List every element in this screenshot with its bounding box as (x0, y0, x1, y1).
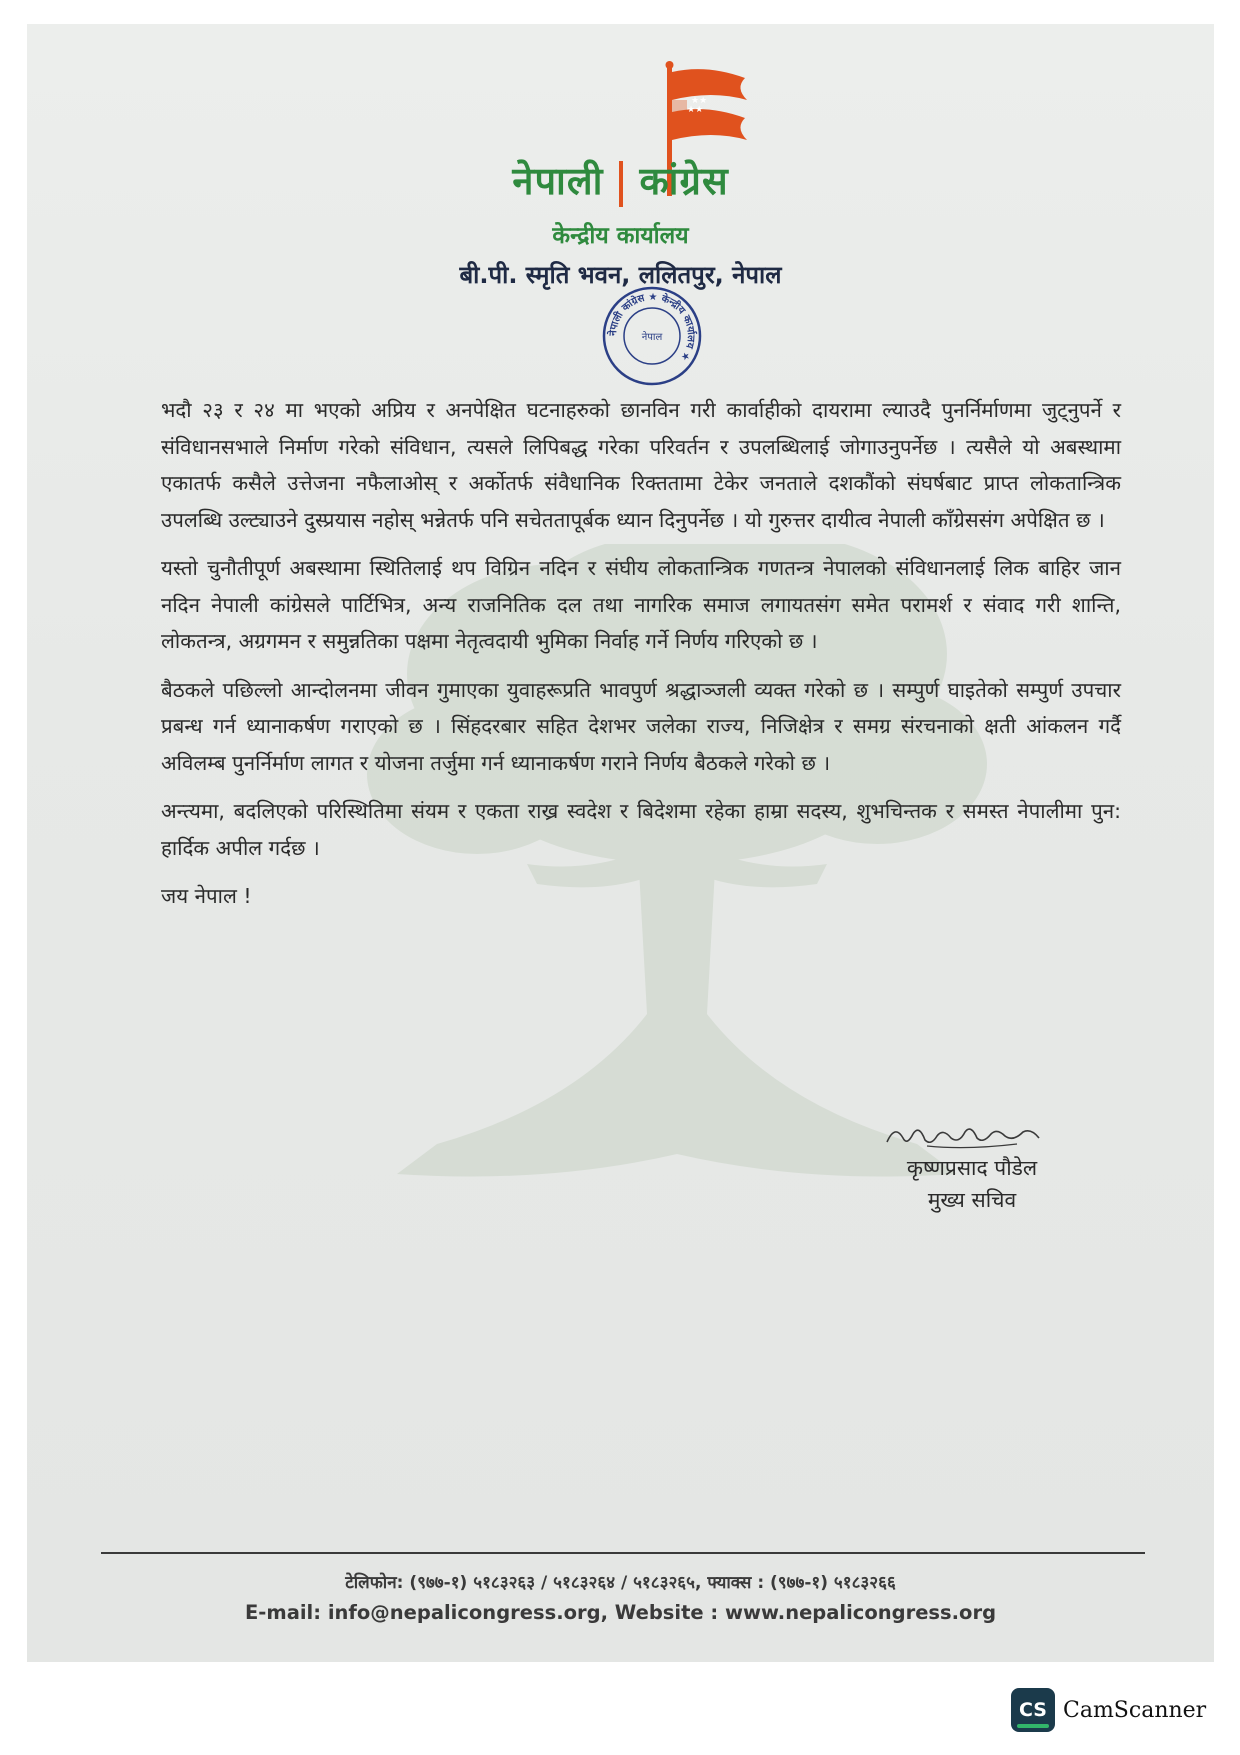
svg-text:नेपाली कांग्रेस ★ केन्द्रीय का: नेपाली कांग्रेस ★ केन्द्रीय कार्यालय ★ (607, 291, 697, 363)
office-title: केन्द्रीय कार्यालय (552, 223, 689, 249)
signatory-block (867, 1152, 1077, 1216)
paragraph-2: यस्तो चुनौतीपूर्ण अबस्थामा स्थितिलाई थप विग्रिन नदिन र संघीय लोकतान्त्रिक गणतन्त्र नेपालको संविधानलाई लिक बाहिर जान नदिन नेपाली कांग्रेसले पार्टिभित्र, अन्य राजनितिक दल तथा नागरिक समाज लगायतसंग समेत परामर्श र संवाद गरी शान्ति, लोकतन्त्र, अग्रगमन र समुन्नतिका पक्षमा नेतृत्वदायी भुमिका निर्वाह गर्ने निर्णय गरिएको छ । (161, 556, 1121, 653)
paragraph-4: अन्त्यमा, बदलिएको परिस्थितिमा संयम र एकता राख्र स्वदेश र बिदेशमा रहेका हाम्रा सदस्य, शुभचिन्तक र समस्त नेपालीमा पुन: हार्दिक अपील गर्दछ । (161, 799, 1121, 860)
flag-pole-divider (619, 161, 623, 207)
svg-text:★★: ★★ (687, 105, 704, 115)
camscanner-watermark (1011, 1688, 1206, 1732)
footer-phone: टेलिफोन: (९७७-१) ५१८३२६३ / ५१८३२६४ / ५१८३२६५, फ्याक्स : (९७७-१) ५१८३२६६ (345, 1573, 896, 1593)
party-name-right: कांग्रेस (639, 159, 729, 203)
paragraph-1: भदौ २३ र २४ मा भएको अप्रिय र अनपेक्षित घटनाहरुको छानविन गरी कार्वाहीको दायरामा ल्याउदै पुनर्निर्माणमा जुट्नुपर्ने र संविधानसभाले निर्माण गरेको संविधान, त्यसले लिपिबद्ध गरेका परिवर्तन र उपलब्धिलाई जोगाउनुपर्नेछ । त्यसैले यो अबस्थामा एकातर्फ कसैले उत्तेजना नफैलाओस् र अर्कोतर्फ संवैधानिक रिक्ततामा टेकेर जनताले दशकौंको संघर्षबाट प्राप्त लोकतान्त्रिक उपलब्धि उल्ट्याउने दुस्प्रयास नहोस् भन्नेतर्फ पनि सचेततापूर्बक ध्यान दिनुपर्नेछ । यो गुरुत्तर दायीत्व नेपाली काँग्रेससंग अपेक्षित छ । (161, 398, 1121, 532)
svg-text:★★: ★★ (691, 96, 708, 106)
party-name-left: नेपाली (512, 159, 604, 203)
office-stamp-icon (598, 282, 706, 390)
footer-contact: E-mail: info@nepalicongress.org, Website : www.nepalicongress.org (244, 1601, 997, 1624)
signatory-name: कृष्णप्रसाद पौडेल (906, 1156, 1038, 1180)
office-address: बी.पी. स्मृति भवन, ललितपुर, नेपाल (459, 261, 782, 289)
footer (27, 1568, 1214, 1628)
footer-divider (101, 1552, 1145, 1554)
signatory-title: मुख्य सचिव (927, 1188, 1017, 1212)
closing-salutation: जय नेपाल ! (161, 884, 252, 908)
camscanner-label: CamScanner (1063, 1697, 1207, 1723)
letterhead-page (27, 24, 1214, 1662)
svg-text:नेपाल: नेपाल (641, 332, 663, 343)
handwritten-signature (867, 1114, 1067, 1154)
paragraph-3: बैठकले पछिल्लो आन्दोलनमा जीवन गुमाएका युवाहरूप्रति भावपुर्ण श्रद्धाञ्जली व्यक्त गरेको छ । सम्पुर्ण घाइतेको सम्पुर्ण उपचार प्रबन्ध गर्न ध्यानाकर्षण गराएको छ । सिंहदरबार सहित देशभर जलेका राज्य, निजिक्षेत्र र समग्र संरचनाको क्षती आंकलन गर्दै अविलम्ब पुनर्निर्माण लागत र योजना तर्जुमा गर्न ध्यानाकर्षण गराने निर्णय बैठकले गरेको छ । (161, 677, 1121, 775)
party-name (27, 154, 1214, 207)
letter-body (161, 392, 1121, 927)
camscanner-icon: CS (1011, 1688, 1055, 1732)
